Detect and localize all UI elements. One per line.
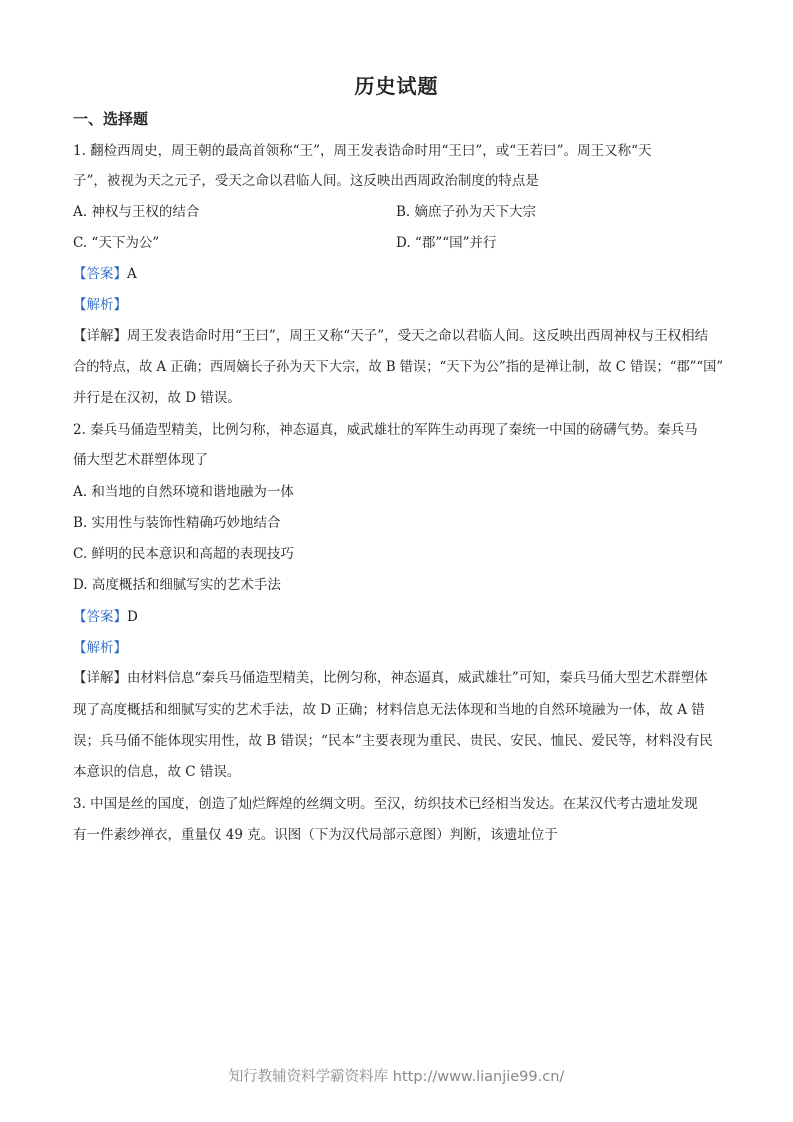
question-1-stem-line-2: 子”，被视为天之元子，受天之命以君临人间。这反映出西周政治制度的特点是	[73, 173, 539, 189]
question-2-answer	[73, 607, 138, 627]
page-title: 历史试题	[354, 74, 439, 98]
question-3-stem-line-2: 有一件素纱禅衣，重量仅 49 克。识图（下为汉代局部示意图）判断，该遗址位于	[73, 827, 558, 843]
question-1-detail-line-2: 合的特点，故 A 正确；西周嫡长子孙为天下大宗，故 B 错误；“天下为公”指的是禅让制，故 C 错误；“郡”“国”	[73, 359, 724, 375]
answer-tag: 【答案】	[73, 609, 127, 625]
section-heading: 一、选择题	[73, 110, 149, 128]
answer-tag: 【答案】	[73, 266, 127, 282]
question-2-detail-line-4: 本意识的信息，故 C 错误。	[73, 764, 241, 780]
question-2-detail-line-2: 现了高度概括和细腻写实的艺术手法，故 D 正确；材料信息无法体现和当地的自然环境融为一体，故 A 错	[73, 702, 705, 718]
answer-value: D	[127, 609, 138, 625]
question-2-detail-line-3: 误；兵马俑不能体现实用性，故 B 错误；“民本”主要表现为重民、贵民、安民、恤民、爱民等，材料没有民	[73, 733, 713, 749]
question-1-stem-line-1: 1. 翻检西周史，周王朝的最高首领称“王”，周王发表诰命时用“王曰”，或“王若曰”。周王又称“天	[73, 143, 652, 159]
question-2-option-c: C. 鲜明的民本意识和高超的表现技巧	[73, 546, 294, 562]
question-2-option-b: B. 实用性与装饰性精确巧妙地结合	[73, 515, 281, 531]
question-1-option-c: C. “天下为公”	[73, 235, 160, 251]
question-2-option-d: D. 高度概括和细腻写实的艺术手法	[73, 577, 281, 593]
question-1-detail-line-3: 并行是在汉初，故 D 错误。	[73, 390, 241, 406]
question-2-analysis-tag: 【解析】	[73, 640, 127, 656]
question-2-option-a: A. 和当地的自然环境和谐地融为一体	[73, 484, 294, 500]
question-1-answer	[73, 264, 137, 284]
question-1-analysis-tag: 【解析】	[73, 297, 127, 313]
question-2-stem-line-2: 俑大型艺术群塑体现了	[73, 452, 208, 468]
question-2-stem-line-1: 2. 秦兵马俑造型精美，比例匀称，神态逼真，威武雄壮的军阵生动再现了秦统一中国的磅礴气势。秦兵马	[73, 422, 698, 438]
question-1-option-b: B. 嫡庶子孙为天下大宗	[396, 204, 537, 220]
question-1-option-a: A. 神权与王权的结合	[73, 204, 200, 220]
question-2-detail-line-1: 【详解】由材料信息“秦兵马俑造型精美，比例匀称，神态逼真，威武雄壮”可知，秦兵马俑大型艺术群塑体	[73, 670, 708, 686]
footer-watermark: 知行教辅资料学霸资料库 http://www.lianjie99.cn/	[228, 1069, 565, 1085]
question-1-detail-line-1: 【详解】周王发表诰命时用“王曰”，周王又称“天子”，受天之命以君临人间。这反映出西周神权与王权相结	[73, 328, 709, 344]
question-1-option-d: D. “郡”“国”并行	[396, 235, 497, 251]
answer-value: A	[127, 266, 137, 282]
question-3-stem-line-1: 3. 中国是丝的国度，创造了灿烂辉煌的丝绸文明。至汉，纺织技术已经相当发达。在某汉代考古遗址发现	[73, 796, 698, 812]
